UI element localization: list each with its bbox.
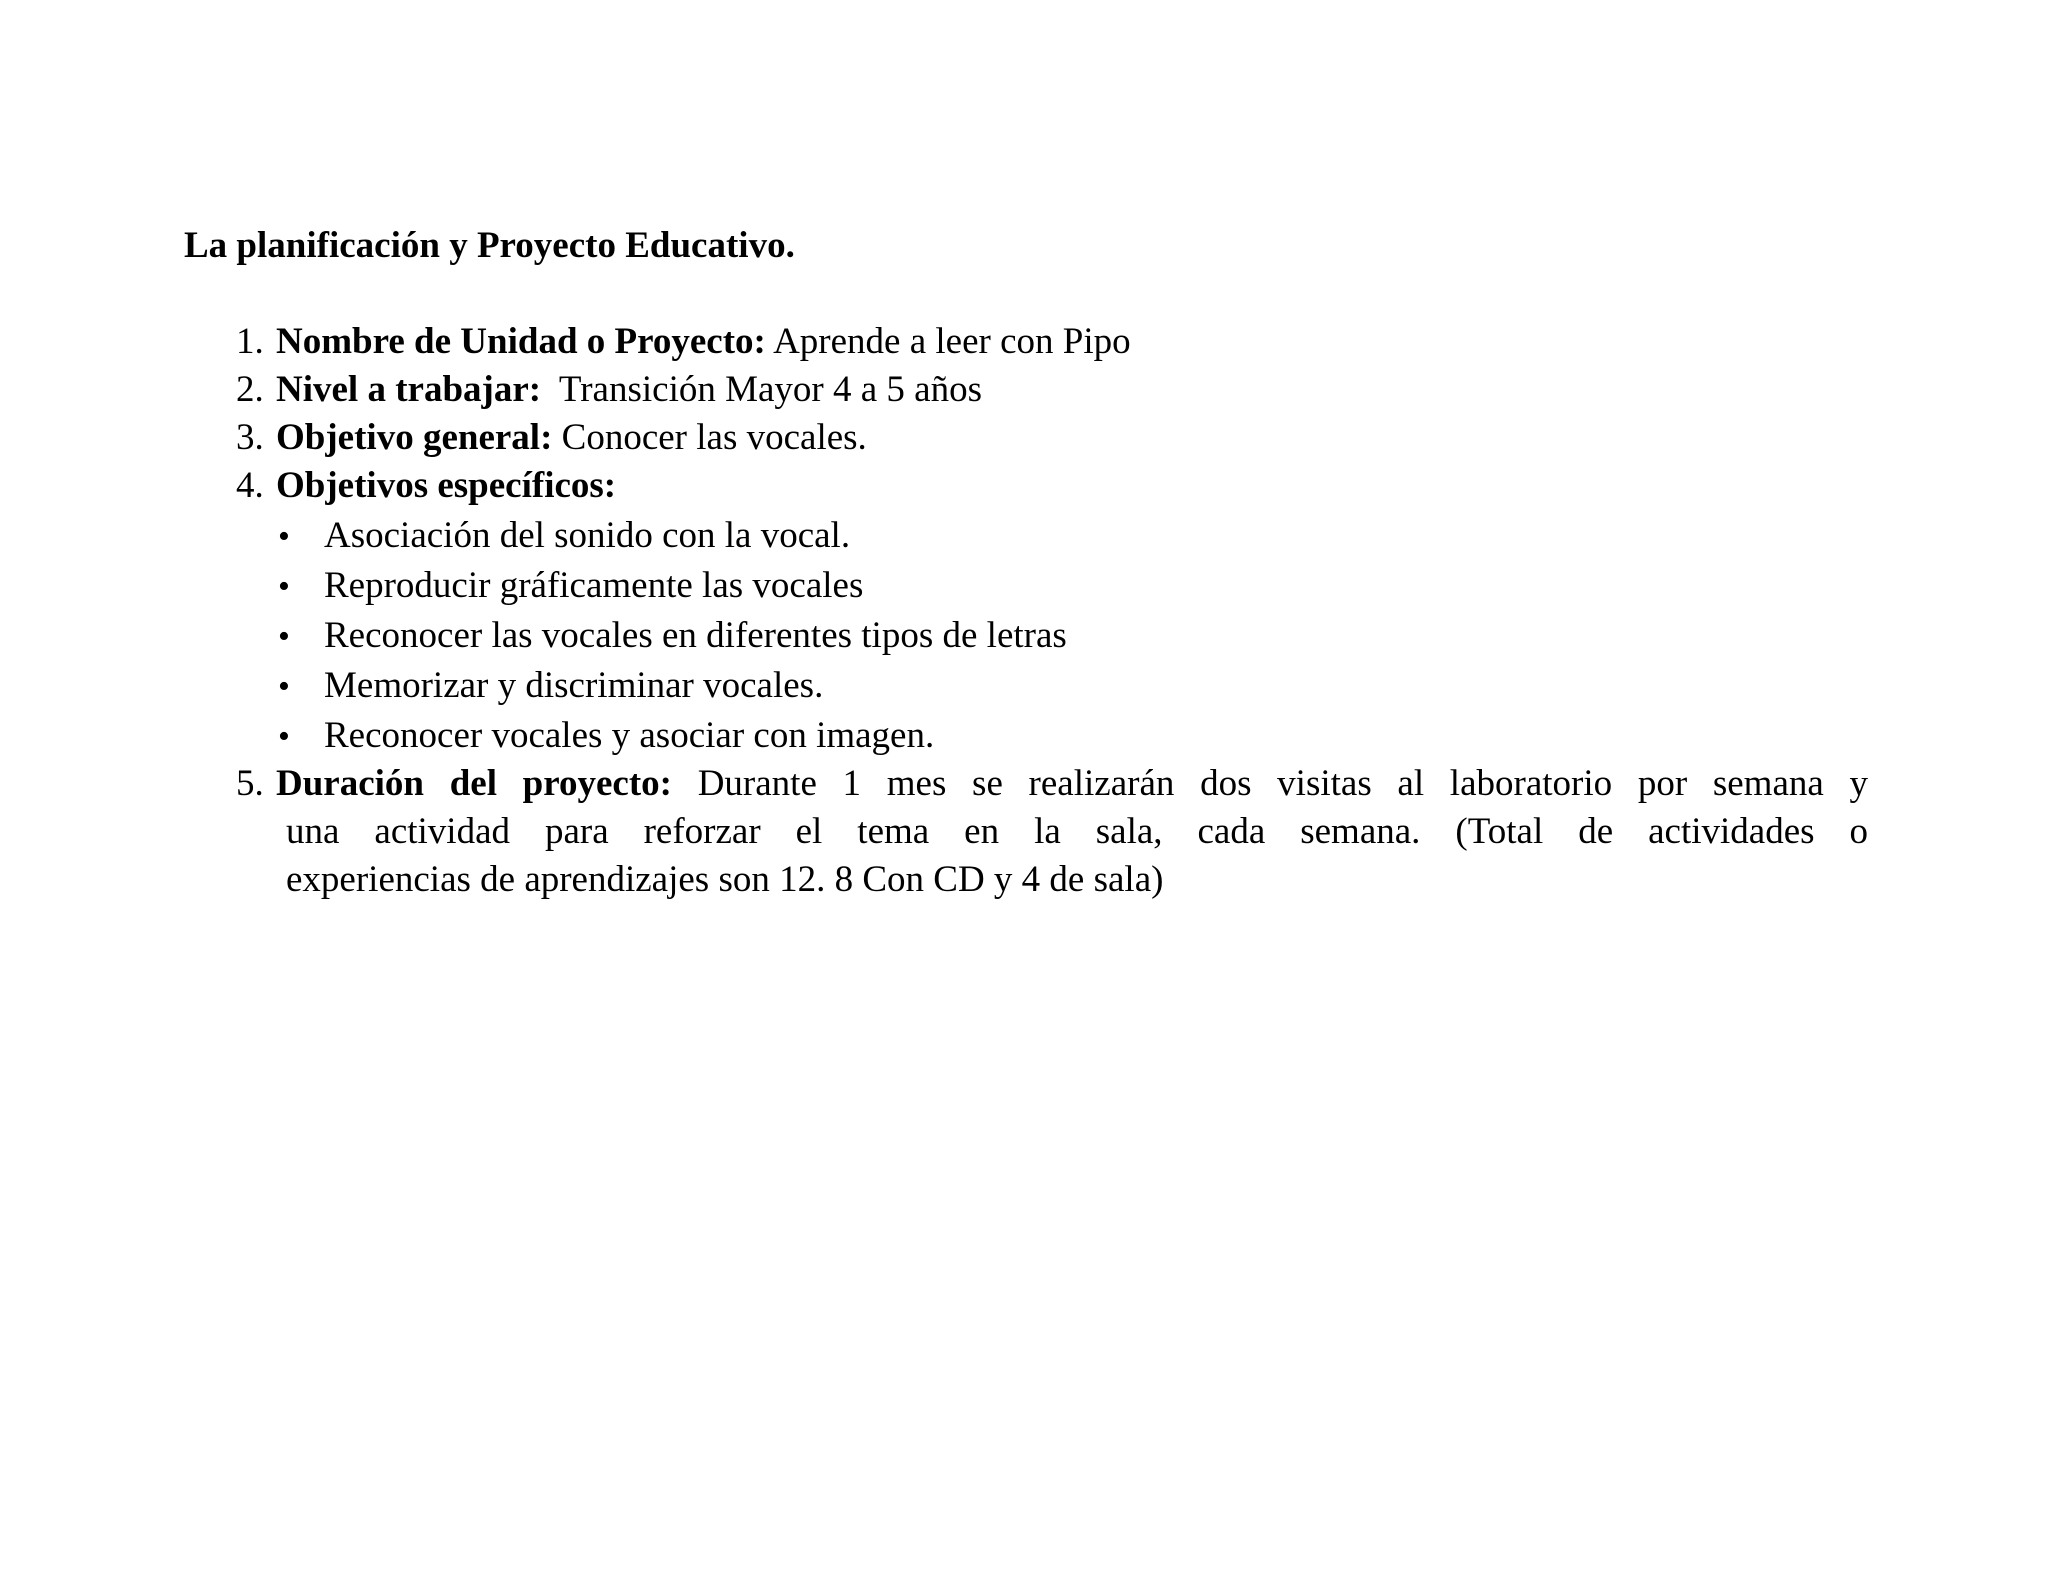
bullet-icon: •	[278, 668, 290, 705]
bullet-icon: •	[278, 568, 290, 605]
item5-line-1	[236, 760, 1868, 808]
list-item-2	[236, 366, 982, 414]
bullet-icon: •	[278, 618, 290, 655]
list-item-4	[236, 462, 616, 510]
item-text: Conocer las vocales.	[552, 417, 867, 458]
list-item-1	[236, 318, 1131, 366]
item-number: 5.	[236, 763, 264, 804]
bullet-item-4	[278, 662, 823, 711]
item-number: 2.	[236, 369, 264, 410]
bullet-text: Reproducir gráficamente las vocales	[324, 565, 864, 606]
item-text: Durante 1 mes se realizarán dos visitas al laboratorio por semana y	[672, 763, 1868, 804]
bullet-item-5	[278, 712, 934, 761]
list-item-5	[236, 760, 1868, 904]
item-label: Nombre de Unidad o Proyecto:	[276, 321, 766, 362]
bullet-icon: •	[278, 718, 290, 755]
item-label: Duración del proyecto:	[276, 763, 672, 804]
item5-line-2: una actividad para reforzar el tema en la sala, cada semana. (Total de actividades o	[286, 811, 1868, 852]
bullet-item-2	[278, 562, 863, 611]
document-title: La planificación y Proyecto Educativo.	[184, 225, 795, 266]
item-label: Objetivo general:	[276, 417, 553, 458]
item-label: Nivel a trabajar:	[276, 369, 542, 410]
item-number: 3.	[236, 417, 264, 458]
bullet-text: Asociación del sonido con la vocal.	[324, 515, 851, 556]
item-number: 1.	[236, 321, 264, 362]
item-label: Objetivos específicos:	[276, 465, 617, 506]
bullet-item-3	[278, 612, 1067, 661]
bullet-icon: •	[278, 518, 290, 555]
bullet-text: Reconocer vocales y asociar con imagen.	[324, 715, 935, 756]
bullet-item-1	[278, 512, 850, 561]
bullet-text: Memorizar y discriminar vocales.	[324, 665, 824, 706]
item5-line-3: experiencias de aprendizajes son 12. 8 Con CD y 4 de sala)	[286, 859, 1164, 900]
item-number: 4.	[236, 465, 264, 506]
item-text: Aprende a leer con Pipo	[765, 321, 1131, 362]
list-item-3	[236, 414, 867, 462]
item-text: Transición Mayor 4 a 5 años	[541, 369, 982, 410]
bullet-text: Reconocer las vocales en diferentes tipos de letras	[324, 615, 1067, 656]
